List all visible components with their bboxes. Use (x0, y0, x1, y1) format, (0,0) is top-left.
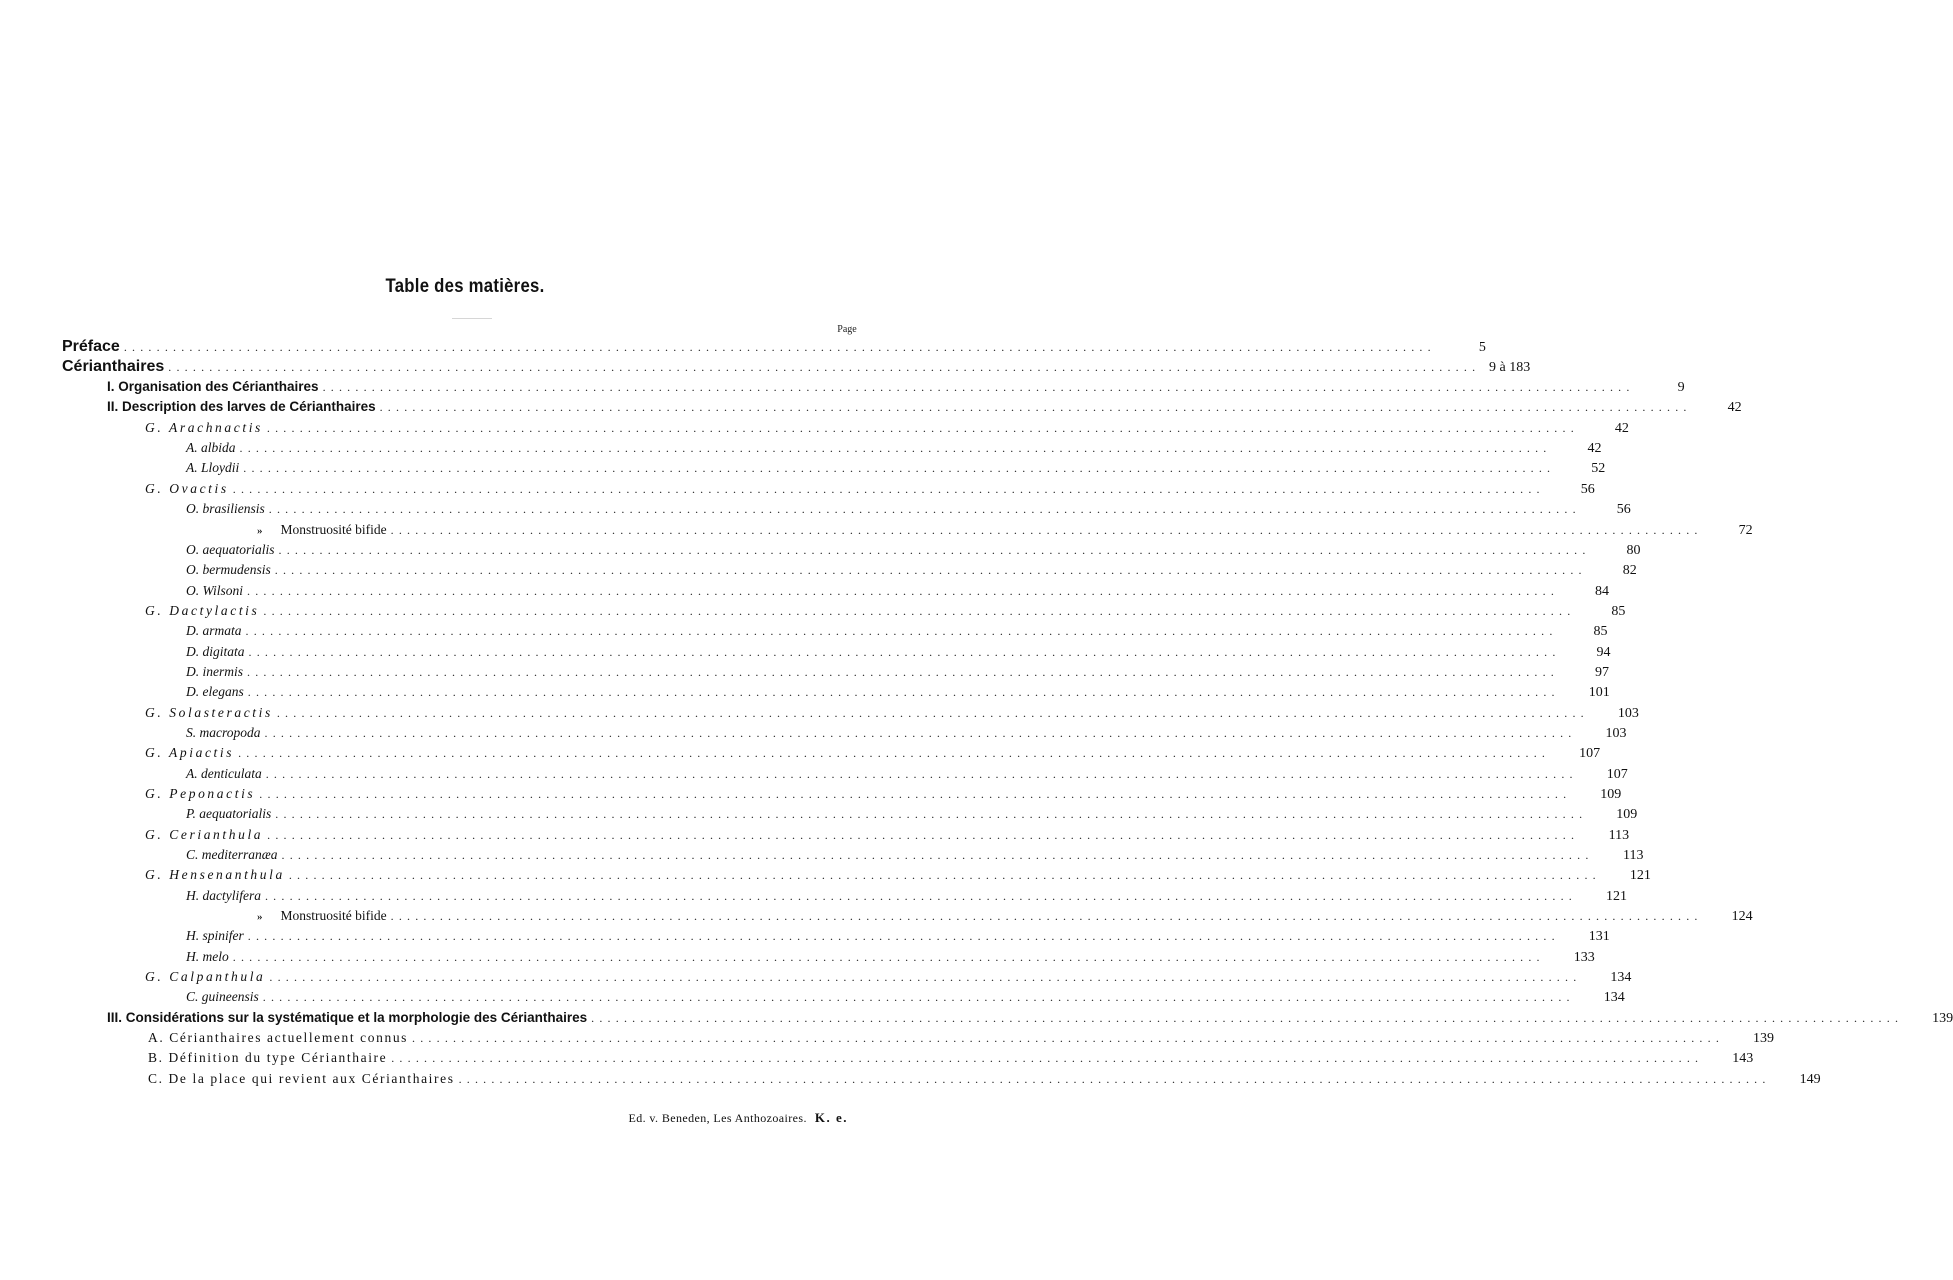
toc-entry-page: 56 (1580, 482, 1595, 497)
dot-leader: ................................................................................................................................................................ (274, 563, 1587, 577)
toc-entry-page: 85 (1611, 604, 1626, 619)
toc-entry-text: Cérianthaires (62, 358, 165, 375)
toc-entry-page: 109 (1600, 787, 1622, 802)
toc-entry-label (186, 847, 282, 863)
toc-entry (186, 847, 1644, 867)
dot-leader: ................................................................................................................................................................ (238, 746, 1551, 760)
toc-entry-text: O. Wilsoni (186, 583, 244, 598)
toc-entry-label (62, 358, 168, 376)
toc-entry-label (186, 583, 247, 599)
toc-entry-text: H. melo (186, 949, 229, 964)
toc-entry-page: 113 (1608, 828, 1630, 843)
toc-entry-label (186, 644, 249, 660)
toc-entry-label (186, 562, 275, 578)
toc-entry-label (186, 806, 275, 822)
toc-entry-label (186, 888, 265, 904)
toc-entry-label (186, 766, 266, 782)
toc-entry-page: 5 (1478, 340, 1486, 355)
dot-leader: ................................................................................................................................................................ (281, 848, 1594, 862)
footer-text: Ed. v. Beneden, Les Anthozoaires. (628, 1111, 807, 1125)
toc-entry (186, 949, 1595, 969)
ditto-mark: » (257, 911, 263, 923)
toc-entry (186, 623, 1608, 643)
toc-entry-text: G. Peponactis (145, 786, 256, 801)
dot-leader: ................................................................................................................................................................ (247, 929, 1560, 943)
dot-leader: ................................................................................................................................................................ (266, 421, 1579, 435)
toc-entry (186, 766, 1628, 786)
toc-entry-label (145, 867, 289, 883)
toc-entry (186, 806, 1638, 826)
dot-leader: ................................................................................................................................................................ (322, 380, 1635, 394)
toc-entry-text: D. inermis (186, 664, 243, 679)
title-divider (452, 318, 492, 319)
toc-entry-page: 101 (1588, 685, 1610, 700)
toc-entry-text: O. brasiliensis (186, 501, 265, 516)
toc-entry (186, 440, 1602, 460)
toc-entry (186, 888, 1627, 908)
toc-entry-text: D. elegans (186, 684, 244, 699)
toc-entry-label (145, 603, 263, 619)
toc-entry (186, 725, 1627, 745)
toc-entry (148, 1050, 1754, 1070)
dot-leader: ................................................................................................................................................................ (379, 400, 1692, 414)
dot-leader: ................................................................................................................................................................ (262, 990, 1575, 1004)
dot-leader: ................................................................................................................................................................ (391, 1051, 1704, 1065)
toc-entry (145, 867, 1651, 887)
toc-entry-page: 103 (1605, 726, 1627, 741)
dot-leader: ................................................................................................................................................................ (123, 340, 1436, 354)
toc-entry-label (145, 827, 267, 843)
toc-entry-text: G. Ovactis (145, 481, 229, 496)
dot-leader: ................................................................................................................................................................ (232, 950, 1545, 964)
printer-footer (0, 1110, 848, 1126)
toc-entry-text: P. aequatorialis (186, 806, 272, 821)
toc-entry (186, 562, 1637, 582)
dot-leader: ................................................................................................................................................................ (288, 868, 1601, 882)
toc-entry-text: G. Arachnactis (145, 420, 263, 435)
dot-leader: ................................................................................................................................................................ (245, 624, 1558, 638)
toc-entry-text: C. mediterranæa (186, 847, 278, 862)
dot-leader: ................................................................................................................................................................ (269, 970, 1582, 984)
signature-mark: K. e. (814, 1110, 848, 1125)
toc-entry-label (145, 786, 259, 802)
toc-entry-label (145, 705, 277, 721)
dot-leader: ................................................................................................................................................................ (259, 787, 1572, 801)
toc-entry-label (186, 501, 269, 517)
toc-entry-label (62, 338, 124, 356)
toc-entry-text: D. armata (186, 623, 242, 638)
toc-entry (257, 908, 1753, 928)
toc-entry-page: 149 (1799, 1072, 1821, 1087)
dot-leader: ................................................................................................................................................................ (232, 482, 1545, 496)
toc-entry-text: Préface (62, 338, 120, 355)
toc-entry-page: 94 (1596, 645, 1611, 660)
toc-entry-text: O. bermudensis (186, 562, 271, 577)
toc-entry-page: 84 (1595, 584, 1610, 599)
toc-entry-text: A. albida (186, 440, 236, 455)
toc-entry-label (186, 664, 247, 680)
dot-leader: ................................................................................................................................................................ (264, 889, 1577, 903)
dot-leader: ................................................................................................................................................................ (247, 665, 1559, 679)
toc-entry (148, 1030, 1775, 1050)
dot-leader: ................................................................................................................................................................ (458, 1072, 1771, 1086)
toc-entry-label (257, 522, 391, 538)
toc-entry-page: 80 (1626, 543, 1641, 558)
toc-entry-text: G. Calpanthula (145, 969, 266, 984)
toc-entry-page: 103 (1617, 706, 1639, 721)
toc-entry-label (145, 420, 267, 436)
toc-entry (145, 420, 1629, 440)
toc-entry (145, 603, 1626, 623)
toc-entry-label (107, 1010, 591, 1025)
toc-entry (145, 705, 1639, 725)
toc-entry-text: A. Lloydii (186, 460, 240, 475)
dot-leader: ................................................................................................................................................................ (248, 645, 1561, 659)
toc-entry-page: 42 (1727, 400, 1742, 415)
dot-leader: ................................................................................................................................................................ (264, 726, 1577, 740)
toc-entry (186, 583, 1610, 603)
dot-leader: ................................................................................................................................................................ (265, 767, 1578, 781)
dot-leader: ................................................................................................................................................................ (243, 461, 1556, 475)
toc-entry (257, 522, 1753, 542)
dot-leader: ................................................................................................................................................................ (390, 909, 1703, 923)
toc-entry-label (145, 481, 233, 497)
toc-entry-text: H. spinifer (186, 928, 244, 943)
toc-entry-page: 134 (1610, 970, 1632, 985)
toc-entry-page: 9 (1677, 380, 1685, 395)
toc-entry-text: D. digitata (186, 644, 245, 659)
toc-entry (145, 827, 1630, 847)
toc-entry-label (186, 440, 240, 456)
toc-entry-page: 82 (1622, 563, 1637, 578)
toc-entry (107, 379, 1685, 399)
dot-leader: ................................................................................................................................................................ (412, 1031, 1725, 1045)
toc-entry-label (257, 908, 391, 924)
toc-entry (186, 644, 1611, 664)
toc-entry-text: C. guineensis (186, 989, 259, 1004)
toc-entry-text: O. aequatorialis (186, 542, 275, 557)
toc-entry (62, 338, 1486, 358)
toc-entry (62, 358, 1531, 378)
toc-entry-label (107, 399, 380, 414)
toc-entry-page: 121 (1629, 868, 1651, 883)
dot-leader: ................................................................................................................................................................ (390, 523, 1703, 537)
toc-entry (186, 542, 1641, 562)
toc-entry-page: 52 (1591, 461, 1606, 476)
toc-entry-page: 124 (1731, 909, 1753, 924)
toc-entry-label (145, 969, 269, 985)
toc-entry-page: 85 (1593, 624, 1608, 639)
dot-leader: ................................................................................................................................................................ (267, 828, 1580, 842)
toc-entry-label (186, 989, 263, 1005)
toc-entry-page: 131 (1588, 929, 1610, 944)
toc-entry-page: 139 (1932, 1011, 1953, 1026)
toc-entry-page: 72 (1738, 523, 1753, 538)
toc-entry (145, 481, 1595, 501)
toc-entry (107, 399, 1742, 419)
page-column-header: Page (837, 324, 857, 335)
toc-entry-label (148, 1050, 391, 1066)
toc-entry (107, 1010, 1953, 1030)
dot-leader: ................................................................................................................................................................ (591, 1011, 1904, 1025)
toc-entry-page: 109 (1616, 807, 1638, 822)
dot-leader: ................................................................................................................................................................ (263, 604, 1576, 618)
toc-entry-page: 9 à 183 (1489, 360, 1531, 375)
toc-entry-page: 42 (1587, 441, 1602, 456)
dot-leader: ................................................................................................................................................................ (268, 502, 1581, 516)
toc-entry-label (148, 1071, 459, 1087)
toc-entry-text: A. Cérianthaires actuellement connus (148, 1030, 409, 1045)
toc-entry-text: G. Dactylactis (145, 603, 260, 618)
toc-entry-label (186, 928, 248, 944)
toc-entry-text: II. Description des larves de Cérianthaires (107, 399, 376, 414)
ditto-mark: » (257, 525, 263, 537)
toc-entry-page: 42 (1614, 421, 1629, 436)
toc-entry-label (186, 542, 279, 558)
toc-entry-page: 113 (1623, 848, 1644, 863)
dot-leader: ................................................................................................................................................................ (275, 807, 1588, 821)
dot-leader: ................................................................................................................................................................ (247, 685, 1560, 699)
toc-entry-label (148, 1030, 412, 1046)
toc-entry-label (107, 379, 323, 394)
toc-entry (186, 684, 1610, 704)
toc-entry-label (186, 949, 233, 965)
toc-entry (186, 460, 1606, 480)
toc-entry-page: 134 (1603, 990, 1625, 1005)
toc-entry-page: 107 (1606, 767, 1628, 782)
toc-entry-text: B. Définition du type Cérianthaire (148, 1050, 388, 1065)
toc-entry (186, 928, 1610, 948)
toc-entry-page: 139 (1753, 1031, 1775, 1046)
toc-entry-label (186, 460, 243, 476)
toc-entry-text: III. Considérations sur la systématique et la morphologie des Cérianthaires (107, 1010, 588, 1025)
dot-leader: ................................................................................................................................................................ (168, 360, 1481, 374)
toc-entry-text: I. Organisation des Cérianthaires (107, 379, 319, 394)
page-title: Table des matières. (385, 276, 545, 297)
toc-entry-text: G. Solasteractis (145, 705, 273, 720)
toc-entry-text: C. De la place qui revient aux Cérianthaires (148, 1071, 455, 1086)
toc-entry-text: S. macropoda (186, 725, 261, 740)
dot-leader: ................................................................................................................................................................ (276, 706, 1589, 720)
toc-entry-text: A. denticulata (186, 766, 262, 781)
toc-entry (145, 745, 1601, 765)
toc-entry (145, 786, 1622, 806)
toc-entry-label (186, 725, 265, 741)
dot-leader: ................................................................................................................................................................ (239, 441, 1552, 455)
toc-entry-text: Monstruosité bifide (280, 908, 387, 923)
toc-entry-page: 107 (1579, 746, 1601, 761)
toc-entry-text: Monstruosité bifide (280, 522, 387, 537)
toc-entry (186, 989, 1625, 1009)
toc-entry (148, 1071, 1821, 1091)
toc-entry-text: G. Cerianthula (145, 827, 264, 842)
toc-entry-text: H. dactylifera (186, 888, 261, 903)
toc-entry-text: G. Apiactis (145, 745, 235, 760)
dot-leader: ................................................................................................................................................................ (247, 584, 1560, 598)
toc-entry-page: 133 (1573, 950, 1595, 965)
toc-entry-page: 56 (1616, 502, 1631, 517)
toc-entry-page: 97 (1595, 665, 1609, 680)
toc-entry-page: 121 (1605, 889, 1627, 904)
dot-leader: ................................................................................................................................................................ (278, 543, 1591, 557)
toc-entry (186, 501, 1631, 521)
toc-entry (145, 969, 1632, 989)
toc-entry-label (145, 745, 238, 761)
toc-entry (186, 664, 1609, 684)
toc-entry-label (186, 684, 248, 700)
toc-entry-page: 143 (1732, 1051, 1754, 1066)
toc-entry-text: G. Hensenanthula (145, 867, 285, 882)
toc-entry-label (186, 623, 246, 639)
